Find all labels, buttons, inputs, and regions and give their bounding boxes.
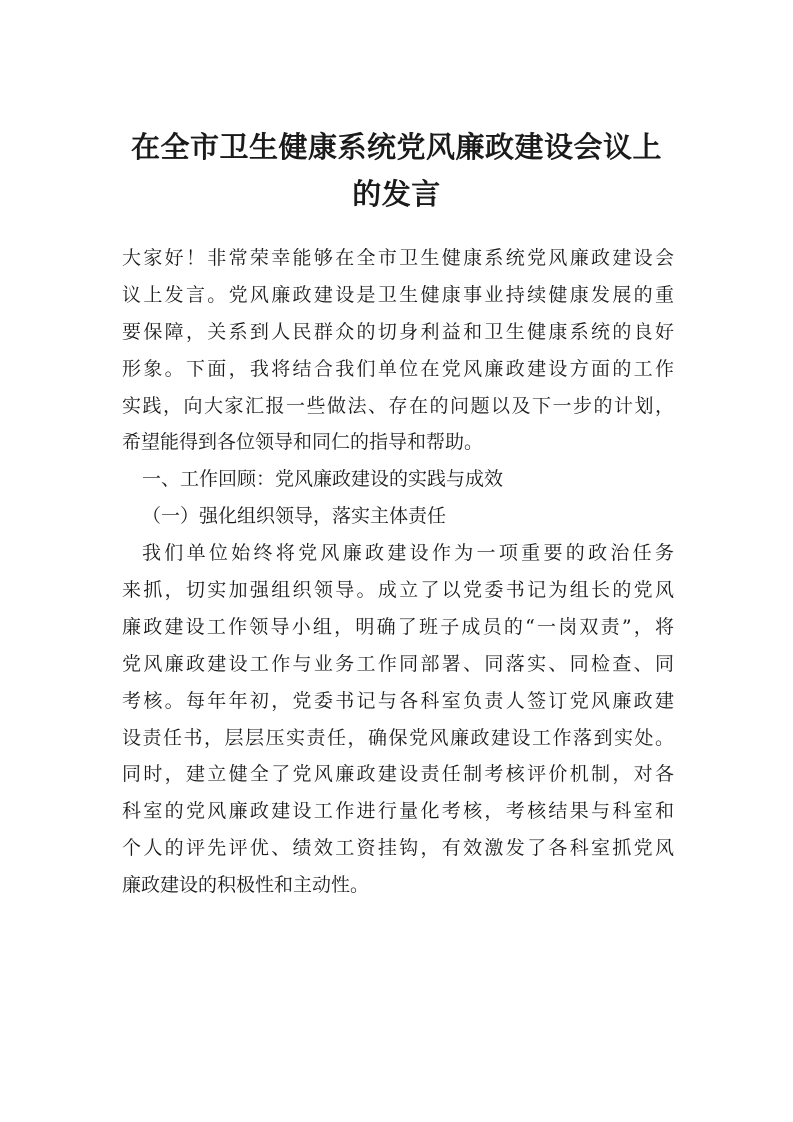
paragraph-line: 同时，建立健全了党风廉政建设责任制考核评价机制，对各 xyxy=(122,763,674,786)
paragraph-line: 廉政建设的积极性和主动性。 xyxy=(122,874,370,897)
section-heading: 一、工作回顾：党风廉政建设的实践与成效 xyxy=(142,468,504,491)
paragraph-line: 大家好！非常荣幸能够在全市卫生健康系统党风廉政建设会 xyxy=(122,247,674,269)
paragraph-line: 科室的党风廉政建设工作进行量化考核，考核结果与科室和 xyxy=(122,800,674,823)
paragraph-line: 个人的评先评优、绩效工资挂钩，有效激发了各科室抓党风 xyxy=(122,837,674,860)
document-title-line-2: 的发言 xyxy=(352,177,441,211)
paragraph-line: 来抓，切实加强组织领导。成立了以党委书记为组长的党风 xyxy=(122,579,674,602)
subsection-heading: （一）强化组织领导，落实主体责任 xyxy=(142,505,447,528)
paragraph-line: 议上发言。党风廉政建设是卫生健康事业持续健康发展的重 xyxy=(122,283,674,306)
document-body xyxy=(122,240,674,904)
paragraph-line: 我们单位始终将党风廉政建设作为一项重要的政治任务 xyxy=(142,542,674,565)
paragraph-line: 考核。每年年初，党委书记与各科室负责人签订党风廉政建 xyxy=(122,689,674,712)
document-title-line-1: 在全市卫生健康系统党风廉政建设会议上 xyxy=(130,130,662,164)
paragraph-line: 党风廉政建设工作与业务工作同部署、同落实、同检查、同 xyxy=(122,652,674,675)
paragraph-line: 希望能得到各位领导和同仁的指导和帮助。 xyxy=(122,431,484,454)
paragraph-line: 形象。下面，我将结合我们单位在党风廉政建设方面的工作 xyxy=(122,357,674,380)
paragraph-line: 设责任书，层层压实责任，确保党风廉政建设工作落到实处。 xyxy=(122,726,674,749)
paragraph-line: 要保障，关系到人民群众的切身利益和卫生健康系统的良好 xyxy=(122,320,674,343)
paragraph-line: 实践，向大家汇报一些做法、存在的问题以及下一步的计划， xyxy=(122,394,674,417)
paragraph-line: 廉政建设工作领导小组，明确了班子成员的“一岗双责”，将 xyxy=(122,615,674,638)
